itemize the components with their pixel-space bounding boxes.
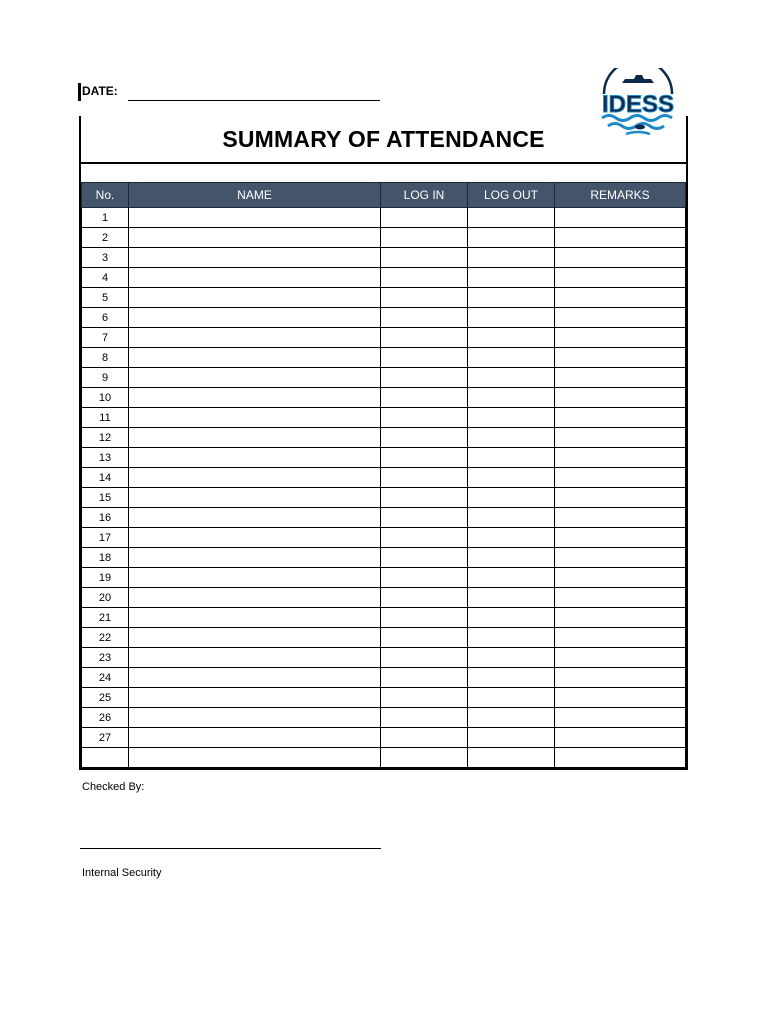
table-row bbox=[82, 208, 686, 228]
log-out-cell[interactable] bbox=[468, 328, 555, 348]
name-cell[interactable] bbox=[129, 688, 381, 708]
table-row bbox=[82, 628, 686, 648]
row-number: 17 bbox=[82, 528, 129, 548]
signature-role: Internal Security bbox=[82, 867, 162, 879]
row-number: 10 bbox=[82, 388, 129, 408]
table-row bbox=[82, 228, 686, 248]
row-number: 18 bbox=[82, 548, 129, 568]
name-cell[interactable] bbox=[129, 248, 381, 268]
log-in-cell[interactable] bbox=[381, 288, 468, 308]
name-cell[interactable] bbox=[129, 288, 381, 308]
remarks-cell[interactable] bbox=[555, 408, 686, 428]
row-number: 12 bbox=[82, 428, 129, 448]
remarks-cell[interactable] bbox=[555, 588, 686, 608]
remarks-cell[interactable] bbox=[555, 468, 686, 488]
name-cell[interactable] bbox=[129, 668, 381, 688]
log-out-cell[interactable] bbox=[468, 608, 555, 628]
table-row bbox=[82, 728, 686, 748]
row-number: 15 bbox=[82, 488, 129, 508]
name-cell[interactable] bbox=[129, 328, 381, 348]
log-out-cell[interactable] bbox=[468, 228, 555, 248]
log-out-cell[interactable] bbox=[468, 388, 555, 408]
table-row bbox=[82, 568, 686, 588]
remarks-cell[interactable] bbox=[555, 448, 686, 468]
log-in-cell[interactable] bbox=[381, 448, 468, 468]
log-out-cell[interactable] bbox=[468, 448, 555, 468]
table-row bbox=[82, 448, 686, 468]
table-row bbox=[82, 668, 686, 688]
log-in-cell[interactable] bbox=[381, 588, 468, 608]
table-row bbox=[82, 508, 686, 528]
page-title: SUMMARY OF ATTENDANCE bbox=[222, 125, 545, 152]
log-in-cell[interactable] bbox=[381, 608, 468, 628]
logo-text: IDESS bbox=[601, 91, 675, 118]
name-cell[interactable] bbox=[129, 648, 381, 668]
table-row bbox=[82, 288, 686, 308]
row-number bbox=[82, 748, 129, 768]
signature-line[interactable] bbox=[80, 848, 381, 849]
log-in-cell[interactable] bbox=[381, 348, 468, 368]
log-out-cell[interactable] bbox=[468, 408, 555, 428]
log-in-cell[interactable] bbox=[381, 468, 468, 488]
table-row bbox=[82, 408, 686, 428]
log-in-cell[interactable] bbox=[381, 728, 468, 748]
remarks-cell[interactable] bbox=[555, 268, 686, 288]
name-cell[interactable] bbox=[129, 208, 381, 228]
log-out-cell[interactable] bbox=[468, 268, 555, 288]
table-row bbox=[82, 468, 686, 488]
log-in-cell[interactable] bbox=[381, 268, 468, 288]
attendance-table bbox=[81, 182, 686, 768]
table-row bbox=[82, 328, 686, 348]
checked-by-label: Checked By: bbox=[82, 781, 145, 793]
log-out-cell[interactable] bbox=[468, 588, 555, 608]
col-header-log-out: LOG OUT bbox=[468, 183, 555, 208]
log-in-cell[interactable] bbox=[381, 368, 468, 388]
remarks-cell[interactable] bbox=[555, 508, 686, 528]
table-row bbox=[82, 428, 686, 448]
row-number: 22 bbox=[82, 628, 129, 648]
title-row bbox=[81, 116, 686, 164]
name-cell[interactable] bbox=[129, 408, 381, 428]
log-out-cell[interactable] bbox=[468, 508, 555, 528]
row-number: 26 bbox=[82, 708, 129, 728]
table-row bbox=[82, 708, 686, 728]
log-in-cell[interactable] bbox=[381, 228, 468, 248]
date-marker bbox=[78, 83, 81, 101]
table-row bbox=[82, 268, 686, 288]
table-row bbox=[82, 548, 686, 568]
log-out-cell[interactable] bbox=[468, 208, 555, 228]
row-number: 9 bbox=[82, 368, 129, 388]
remarks-cell[interactable] bbox=[555, 248, 686, 268]
name-cell[interactable] bbox=[129, 748, 381, 768]
log-in-cell[interactable] bbox=[381, 568, 468, 588]
name-cell[interactable] bbox=[129, 368, 381, 388]
log-out-cell[interactable] bbox=[468, 628, 555, 648]
log-out-cell[interactable] bbox=[468, 708, 555, 728]
log-in-cell[interactable] bbox=[381, 628, 468, 648]
remarks-cell[interactable] bbox=[555, 388, 686, 408]
log-out-cell[interactable] bbox=[468, 688, 555, 708]
log-out-cell[interactable] bbox=[468, 668, 555, 688]
row-number: 19 bbox=[82, 568, 129, 588]
table-body bbox=[82, 208, 686, 768]
row-number: 7 bbox=[82, 328, 129, 348]
remarks-cell[interactable] bbox=[555, 608, 686, 628]
name-cell[interactable] bbox=[129, 448, 381, 468]
log-in-cell[interactable] bbox=[381, 328, 468, 348]
remarks-cell[interactable] bbox=[555, 488, 686, 508]
log-out-cell[interactable] bbox=[468, 468, 555, 488]
table-row bbox=[82, 388, 686, 408]
remarks-cell[interactable] bbox=[555, 348, 686, 368]
remarks-cell[interactable] bbox=[555, 688, 686, 708]
table-row bbox=[82, 308, 686, 328]
log-in-cell[interactable] bbox=[381, 388, 468, 408]
log-out-cell[interactable] bbox=[468, 648, 555, 668]
log-in-cell[interactable] bbox=[381, 428, 468, 448]
log-in-cell[interactable] bbox=[381, 408, 468, 428]
remarks-cell[interactable] bbox=[555, 668, 686, 688]
log-in-cell[interactable] bbox=[381, 508, 468, 528]
remarks-cell[interactable] bbox=[555, 288, 686, 308]
row-number: 5 bbox=[82, 288, 129, 308]
name-cell[interactable] bbox=[129, 588, 381, 608]
name-cell[interactable] bbox=[129, 528, 381, 548]
table-row bbox=[82, 608, 686, 628]
table-row bbox=[82, 248, 686, 268]
name-cell[interactable] bbox=[129, 628, 381, 648]
log-in-cell[interactable] bbox=[381, 688, 468, 708]
col-header-no: No. bbox=[82, 183, 129, 208]
log-in-cell[interactable] bbox=[381, 548, 468, 568]
log-in-cell[interactable] bbox=[381, 648, 468, 668]
attendance-sheet bbox=[79, 116, 688, 770]
log-out-cell[interactable] bbox=[468, 548, 555, 568]
name-cell[interactable] bbox=[129, 568, 381, 588]
row-number: 16 bbox=[82, 508, 129, 528]
log-in-cell[interactable] bbox=[381, 668, 468, 688]
row-number: 27 bbox=[82, 728, 129, 748]
name-cell[interactable] bbox=[129, 228, 381, 248]
name-cell[interactable] bbox=[129, 348, 381, 368]
row-number: 2 bbox=[82, 228, 129, 248]
name-cell[interactable] bbox=[129, 548, 381, 568]
log-out-cell[interactable] bbox=[468, 568, 555, 588]
col-header-log-in: LOG IN bbox=[381, 183, 468, 208]
date-field-line[interactable] bbox=[128, 100, 380, 101]
remarks-cell[interactable] bbox=[555, 728, 686, 748]
table-row bbox=[82, 348, 686, 368]
name-cell[interactable] bbox=[129, 388, 381, 408]
row-number: 20 bbox=[82, 588, 129, 608]
name-cell[interactable] bbox=[129, 728, 381, 748]
row-number: 24 bbox=[82, 668, 129, 688]
name-cell[interactable] bbox=[129, 308, 381, 328]
remarks-cell[interactable] bbox=[555, 748, 686, 768]
row-number: 13 bbox=[82, 448, 129, 468]
log-in-cell[interactable] bbox=[381, 528, 468, 548]
table-row bbox=[82, 748, 686, 768]
name-cell[interactable] bbox=[129, 488, 381, 508]
row-number: 21 bbox=[82, 608, 129, 628]
log-out-cell[interactable] bbox=[468, 528, 555, 548]
remarks-cell[interactable] bbox=[555, 628, 686, 648]
col-header-name: NAME bbox=[129, 183, 381, 208]
table-row bbox=[82, 688, 686, 708]
remarks-cell[interactable] bbox=[555, 708, 686, 728]
log-out-cell[interactable] bbox=[468, 488, 555, 508]
row-number: 23 bbox=[82, 648, 129, 668]
log-out-cell[interactable] bbox=[468, 348, 555, 368]
remarks-cell[interactable] bbox=[555, 548, 686, 568]
remarks-cell[interactable] bbox=[555, 368, 686, 388]
table-row bbox=[82, 488, 686, 508]
row-number: 14 bbox=[82, 468, 129, 488]
row-number: 4 bbox=[82, 268, 129, 288]
row-number: 6 bbox=[82, 308, 129, 328]
table-row bbox=[82, 528, 686, 548]
log-out-cell[interactable] bbox=[468, 428, 555, 448]
log-in-cell[interactable] bbox=[381, 208, 468, 228]
name-cell[interactable] bbox=[129, 428, 381, 448]
date-label: DATE: bbox=[82, 84, 118, 98]
log-out-cell[interactable] bbox=[468, 288, 555, 308]
log-out-cell[interactable] bbox=[468, 748, 555, 768]
row-number: 25 bbox=[82, 688, 129, 708]
remarks-cell[interactable] bbox=[555, 228, 686, 248]
row-number: 8 bbox=[82, 348, 129, 368]
remarks-cell[interactable] bbox=[555, 208, 686, 228]
log-out-cell[interactable] bbox=[468, 248, 555, 268]
log-in-cell[interactable] bbox=[381, 748, 468, 768]
name-cell[interactable] bbox=[129, 468, 381, 488]
col-header-remarks: REMARKS bbox=[555, 183, 686, 208]
row-number: 3 bbox=[82, 248, 129, 268]
log-in-cell[interactable] bbox=[381, 488, 468, 508]
log-out-cell[interactable] bbox=[468, 308, 555, 328]
log-out-cell[interactable] bbox=[468, 728, 555, 748]
remarks-cell[interactable] bbox=[555, 528, 686, 548]
table-row bbox=[82, 368, 686, 388]
log-in-cell[interactable] bbox=[381, 308, 468, 328]
log-out-cell[interactable] bbox=[468, 368, 555, 388]
row-number: 1 bbox=[82, 208, 129, 228]
remarks-cell[interactable] bbox=[555, 568, 686, 588]
table-header-row bbox=[82, 183, 686, 208]
row-number: 11 bbox=[82, 408, 129, 428]
remarks-cell[interactable] bbox=[555, 648, 686, 668]
remarks-cell[interactable] bbox=[555, 308, 686, 328]
name-cell[interactable] bbox=[129, 268, 381, 288]
remarks-cell[interactable] bbox=[555, 328, 686, 348]
log-in-cell[interactable] bbox=[381, 248, 468, 268]
name-cell[interactable] bbox=[129, 508, 381, 528]
remarks-cell[interactable] bbox=[555, 428, 686, 448]
table-row bbox=[82, 648, 686, 668]
name-cell[interactable] bbox=[129, 708, 381, 728]
table-row bbox=[82, 588, 686, 608]
name-cell[interactable] bbox=[129, 608, 381, 628]
spacer-row bbox=[81, 164, 686, 182]
log-in-cell[interactable] bbox=[381, 708, 468, 728]
